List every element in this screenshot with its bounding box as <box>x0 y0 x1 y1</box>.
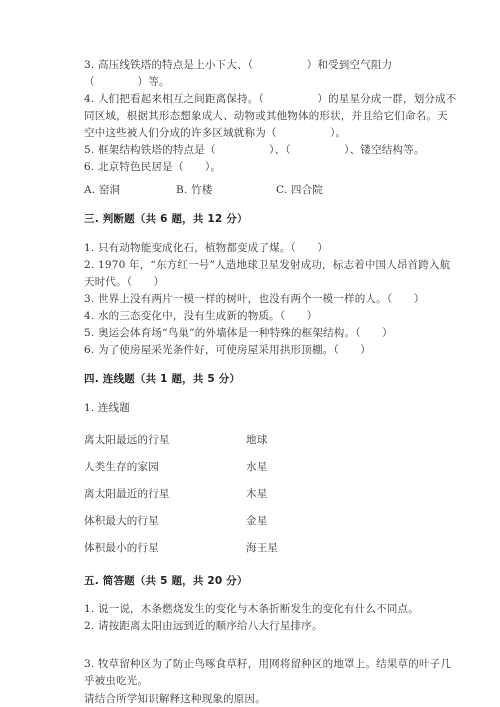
fill-q3-line1: 3. 高压线铁塔的特点是上小下大、（ ）和受到空气阻力 <box>84 59 393 71</box>
short-q3-prompt: 请结合所学知识解释这种现象的原因。 <box>84 693 266 705</box>
match-left-2: 人类生存的家园 <box>84 461 159 473</box>
option-c: C. 四合院 <box>276 184 324 196</box>
fill-q4-line3: 空中这些被人们分成的许多区域就称为（ ）。 <box>84 127 347 139</box>
match-right-2: 水星 <box>246 461 268 473</box>
fill-q3-line2: （ ）等。 <box>84 76 170 88</box>
short-heading: 五. 简答题（共 5 题，共 20 分） <box>84 575 248 587</box>
match-left-4: 体积最大的行星 <box>84 515 159 527</box>
fill-q4-line1: 4. 人们把看起来相互之间距离保持。（ ）的星星分成一群，划分成不 <box>84 93 457 105</box>
judge-item-3: 3. 世界上没有两片一模一样的树叶，也没有两个一模一样的人。（ ） <box>84 293 425 305</box>
match-left-3: 离太阳最近的行星 <box>84 488 170 500</box>
match-left-5: 体积最小的行星 <box>84 542 159 554</box>
judge-item-5: 5. 奥运会体育场“鸟巢”的外墙体是一种特殊的框架结构。（ ） <box>84 327 393 339</box>
fill-q6: 6. 北京特色民居是（ ）。 <box>84 161 222 173</box>
short-q3-line1: 3. 牧草留种区为了防止鸟啄食草籽，用网将留种区的地罩上。结果草的叶子几 <box>84 658 452 670</box>
judge-item-2-line1: 2. 1970 年，“东方红一号”人造地球卫星发射成功，标志着中国人昂首跨入航 <box>84 259 451 271</box>
judge-item-6: 6. 为了使房屋采光条件好，可使房屋采用拱形顶棚。（ ） <box>84 344 371 356</box>
judge-item-2-line2: 天时代。（ ） <box>84 276 165 288</box>
judge-heading: 三. 判断题（共 6 题，共 12 分） <box>84 213 248 225</box>
match-right-1: 地球 <box>246 434 268 446</box>
match-heading: 四. 连线题（共 1 题，共 5 分） <box>84 373 241 385</box>
match-right-3: 木星 <box>246 488 268 500</box>
match-prompt: 1. 连线题 <box>84 402 131 414</box>
fill-q4-line2: 同区域，根据其形态想象成人、动物或其他物体的形状，并且给它们命名。天 <box>84 110 448 122</box>
judge-item-4: 4. 水的三态变化中，没有生成新的物质。（ ） <box>84 310 318 322</box>
short-q3-line2: 乎被虫吃光。 <box>84 675 149 687</box>
short-q2: 2. 请按距离太阳由远到近的顺序给八大行星排序。 <box>84 620 323 632</box>
short-q1: 1. 说一说，木条燃烧发生的变化与木条折断发生的变化有什么不同点。 <box>84 603 419 615</box>
option-a: A. 窑洞 <box>84 184 121 196</box>
option-b: B. 竹楼 <box>176 184 213 196</box>
match-left-1: 离太阳最远的行星 <box>84 434 170 446</box>
match-right-4: 金星 <box>246 515 268 527</box>
match-right-5: 海王星 <box>246 542 279 554</box>
fill-q5: 5. 框架结构铁塔的特点是（ ）、（ ）、镂空结构等。 <box>84 144 425 156</box>
judge-item-1: 1. 只有动物能变成化石，植物都变成了煤。（ ） <box>84 242 329 254</box>
